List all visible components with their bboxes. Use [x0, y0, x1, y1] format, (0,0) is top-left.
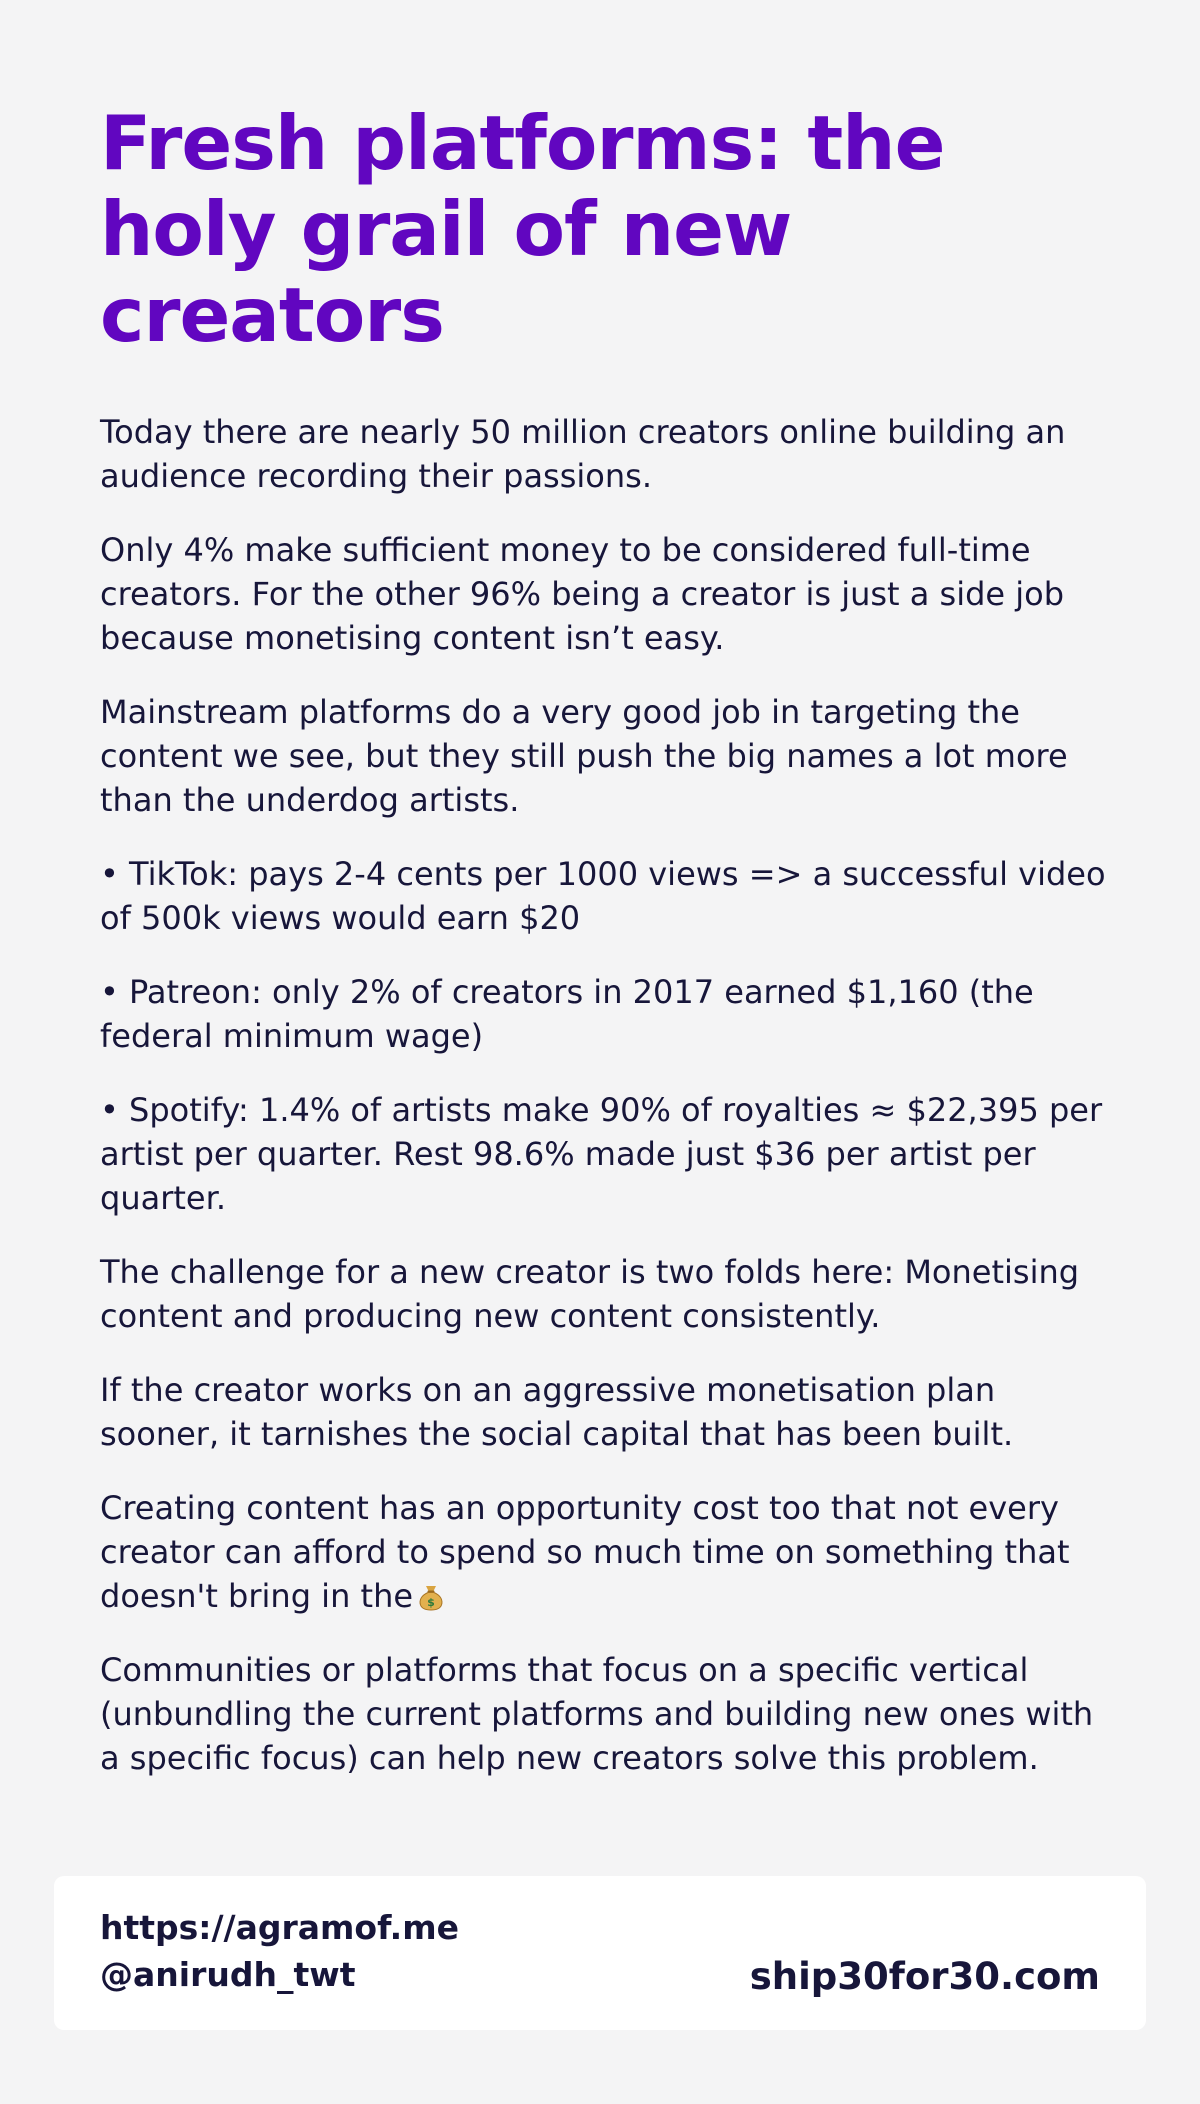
svg-text:$: $ — [427, 1596, 435, 1609]
paragraph-fulltime: Only 4% make sufficient money to be considered full-time creators. For the other 96% being a creator is just a side job because monetising content isn’t easy. — [100, 531, 1065, 657]
footer-card — [54, 1876, 1146, 2030]
website-link[interactable]: https://agramof.me — [100, 1908, 459, 1947]
bullet-spotify: • Spotify: 1.4% of artists make 90% of royalties ≈ $22,395 per artist per quarter. Rest 98.6% made just $36 per artist per quarter. — [100, 1091, 1103, 1217]
bullet-tiktok: • TikTok: pays 2-4 cents per 1000 views => a successful video of 500k views would earn $20 — [100, 855, 1106, 937]
brand-link[interactable]: ship30for30.com — [749, 1955, 1100, 1998]
paragraph-opportunity-cost — [100, 1486, 1110, 1618]
paragraph-opportunity-cost-text: Creating content has an opportunity cost too that not every creator can afford to spend so much time on something that doesn't bring in the — [100, 1489, 1070, 1615]
twitter-handle[interactable]: @anirudh_twt — [100, 1955, 356, 1994]
author-info — [100, 1904, 459, 1998]
paragraph-mainstream: Mainstream platforms do a very good job in targeting the content we see, but they still push the big names a lot more than the underdog artists. — [100, 693, 1068, 819]
money-bag-icon — [417, 1581, 445, 1611]
paragraph-communities: Communities or platforms that focus on a specific vertical (unbundling the current platforms and building new ones with a specific focus) can help new creators solve this problem. — [100, 1651, 1094, 1777]
paragraph-intro: Today there are nearly 50 million creators online building an audience recording their passions. — [100, 413, 1066, 495]
article-title: Fresh platforms: the holy grail of new creators — [100, 99, 945, 359]
paragraph-challenge: The challenge for a new creator is two folds here: Monetising content and producing new content consistently. — [100, 1253, 1080, 1335]
bullet-patreon: • Patreon: only 2% of creators in 2017 earned $1,160 (the federal minimum wage) — [100, 973, 1034, 1055]
paragraph-monetisation: If the creator works on an aggressive monetisation plan sooner, it tarnishes the social capital that has been built. — [100, 1371, 1014, 1453]
article — [100, 100, 1110, 1810]
